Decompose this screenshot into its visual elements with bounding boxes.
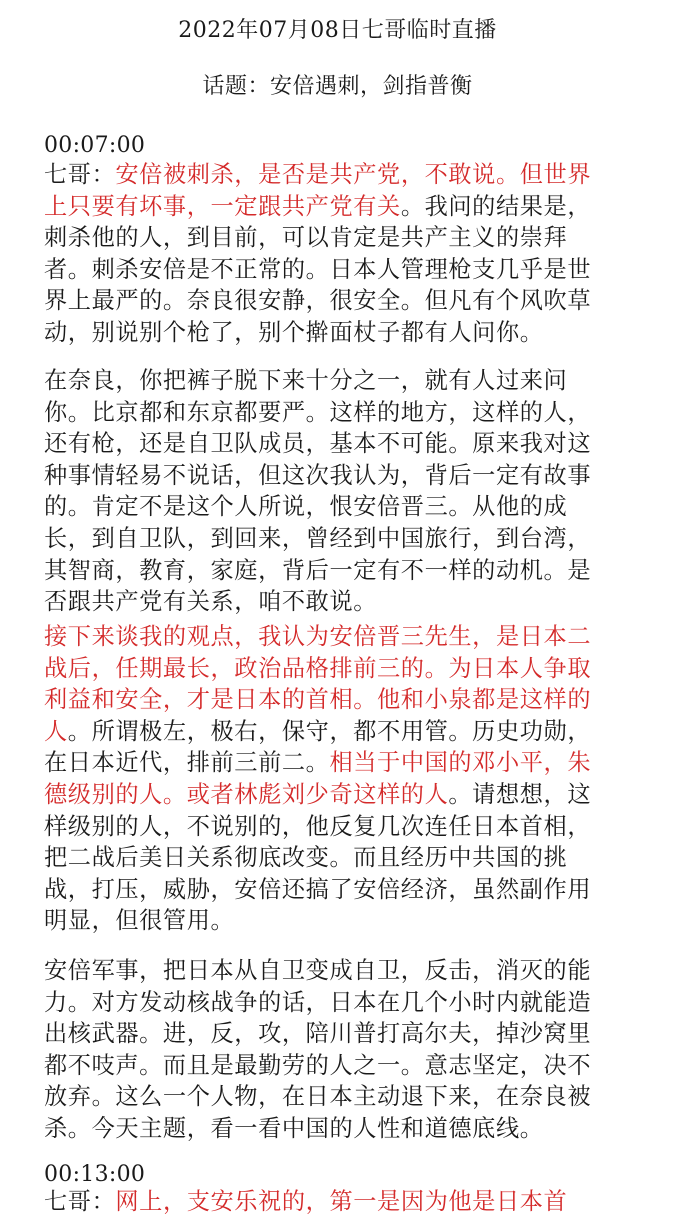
text-segment: 在日本近代，排前三前二。 — [44, 749, 330, 777]
text-line — [44, 779, 640, 811]
text-segment: 样级别的人，不说别的，他反复几次连任日本首相， — [44, 812, 592, 840]
highlighted-text: 接下来谈我的观点，我认为安倍晋三先生，是日本二 — [44, 623, 592, 650]
text-line — [44, 222, 640, 254]
paragraph — [44, 1186, 640, 1218]
text-segment: 刺杀他的人，到目前，可以肯定是共产主义的崇拜 — [44, 224, 568, 252]
text-line — [44, 254, 640, 286]
text-segment: 安倍军事，把日本从自卫变成自卫，反击，消灭的能 — [44, 957, 592, 984]
text-line — [44, 1050, 640, 1082]
text-segment: 动，别说别个枪了，别个擀面杖子都有人问你。 — [44, 318, 544, 346]
text-line — [44, 653, 640, 685]
paragraph — [44, 621, 640, 937]
text-segment: 杀。今天主题，看一看中国的人性和道德底线。 — [44, 1114, 544, 1142]
text-line — [44, 716, 640, 748]
highlighted-text: 德级别的人。或者林彪刘少奇这样的人 — [44, 780, 449, 808]
text-segment: 力。对方发动核战争的话，日本在几个小时内就能造 — [44, 988, 592, 1016]
text-segment: 在奈良，你把裤子脱下来十分之一，就有人过来问 — [44, 367, 568, 394]
text-line — [44, 365, 640, 397]
text-line — [44, 1186, 640, 1218]
text-line — [44, 987, 640, 1019]
text-segment: 界上最严的。奈良很安静，很安全。但凡有个风吹草 — [44, 287, 592, 315]
highlighted-text: 战后，任期最长，政治品格排前三的。为日本人争取 — [44, 654, 592, 682]
text-line — [44, 460, 640, 492]
highlighted-text: 利益和安全，才是日本的首相。他和小泉都是这样的 — [44, 686, 592, 714]
text-segment: 还有枪，还是自卫队成员，基本不可能。原来我对这 — [44, 430, 592, 458]
document-topic: 话题：安倍遇刺，剑指普衡 — [202, 74, 473, 99]
text-line — [44, 955, 640, 987]
document-title: 2022年07月08日七哥临时直播 — [178, 18, 497, 43]
text-segment: 放弃。这么一个人物，在日本主动退下来，在奈良被 — [44, 1083, 592, 1111]
text-segment: 把二战后美日关系彻底改变。而且经历中共国的挑 — [44, 844, 568, 872]
text-segment: 七哥： — [44, 1188, 116, 1215]
text-segment: 种事情轻易不说话，但这次我认为，背后一定有故事 — [44, 461, 592, 489]
text-line — [44, 397, 640, 429]
highlighted-text: 上只要有坏事，一定跟共产党有关 — [44, 192, 401, 220]
text-segment: 你。比京都和东京都要严。这样的地方，这样的人， — [44, 398, 592, 426]
highlighted-text: 人 — [44, 717, 68, 745]
text-line — [44, 811, 640, 843]
text-segment: 的。肯定不是这个人所说，恨安倍晋三。从他的成 — [44, 493, 568, 521]
text-line — [44, 1113, 640, 1145]
text-segment: 战，打压，威胁，安倍还搞了安倍经济，虽然副作用 — [44, 875, 592, 903]
text-segment: 都不吱声。而且是最勤劳的人之一。意志坚定，决不 — [44, 1051, 592, 1079]
text-segment: 七哥： — [44, 161, 116, 188]
text-line — [44, 1018, 640, 1050]
paragraph — [44, 159, 640, 349]
highlighted-text: 相当于中国的邓小平，朱 — [329, 749, 592, 777]
text-segment: 。我问的结果是， — [400, 192, 592, 220]
highlighted-text: 网上，支安乐祝的，第一是因为他是日本首 — [115, 1188, 568, 1215]
paragraph — [44, 365, 640, 618]
text-segment: 出核武器。进，反，攻，陪川普打高尔夫，掉沙窝里 — [44, 1020, 592, 1048]
text-line — [44, 285, 640, 317]
text-line — [44, 191, 640, 223]
text-line — [44, 555, 640, 587]
text-segment: 否跟共产党有关系，咱不敢说。 — [44, 588, 378, 616]
text-segment: 。所谓极左，极右，保守，都不用管。历史功勋， — [67, 717, 592, 745]
text-line — [44, 874, 640, 906]
text-segment: 。请想想，这 — [448, 780, 592, 808]
text-line — [44, 491, 640, 523]
text-line — [44, 1081, 640, 1113]
text-line — [44, 621, 640, 653]
text-segment: 其智商，教育，家庭，背后一定有不一样的动机。是 — [44, 556, 592, 584]
text-line — [44, 747, 640, 779]
text-line — [44, 842, 640, 874]
text-line — [44, 684, 640, 716]
text-line — [44, 159, 640, 191]
timestamp: 00:07:00 — [44, 133, 146, 158]
text-line — [44, 523, 640, 555]
paragraph — [44, 955, 640, 1145]
text-segment: 长，到自卫队，到回来，曾经到中国旅行，到台湾， — [44, 524, 592, 552]
text-segment: 者。刺杀安倍是不正常的。日本人管理枪支几乎是世 — [44, 255, 592, 283]
text-segment: 明显，但很管用。 — [44, 907, 235, 935]
text-line — [44, 428, 640, 460]
timestamp: 00:13:00 — [44, 1162, 146, 1187]
text-line — [44, 317, 640, 349]
text-line — [44, 586, 640, 618]
highlighted-text: 安倍被刺杀，是否是共产党，不敢说。但世界 — [115, 161, 592, 188]
text-line — [44, 905, 640, 937]
